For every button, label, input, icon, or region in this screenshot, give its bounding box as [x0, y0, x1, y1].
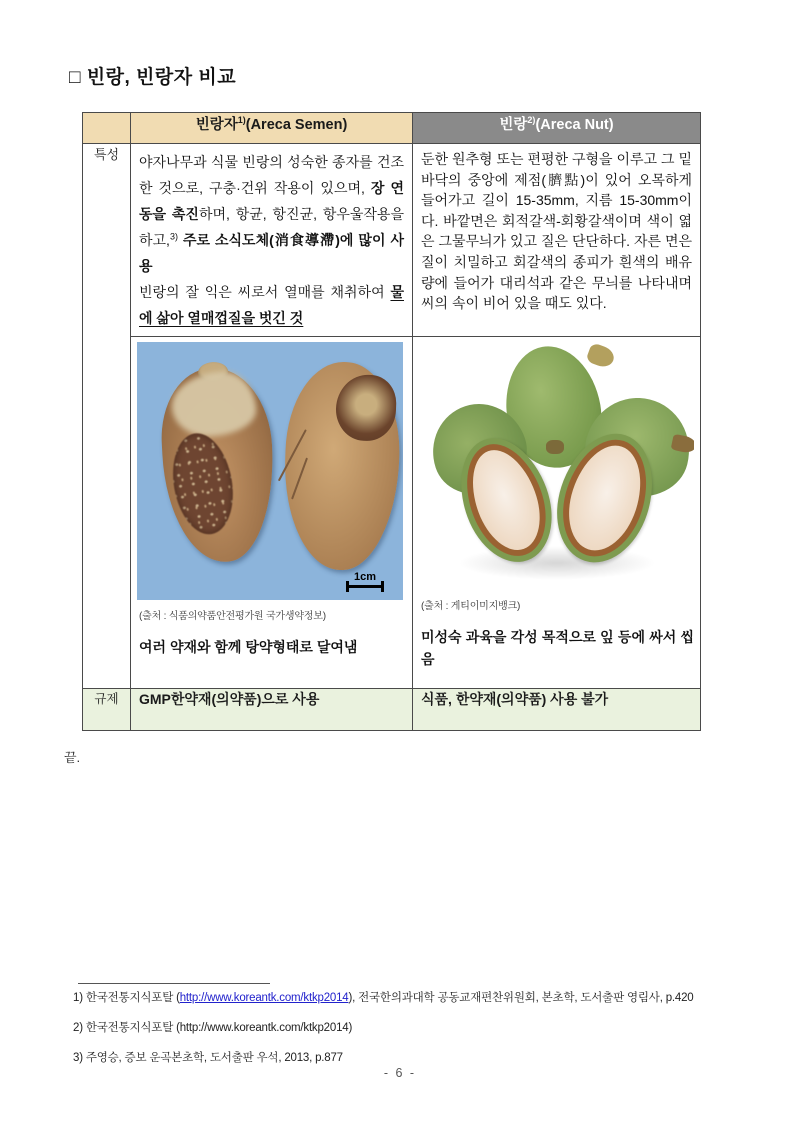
characteristics-media-row	[83, 337, 701, 689]
footnote-ref-1: 1)	[237, 115, 246, 126]
scale-bar	[343, 571, 387, 588]
scale-bar-line	[346, 585, 384, 588]
header-semen-name: 빈랑자	[195, 117, 238, 133]
footnote-separator	[78, 983, 270, 984]
seed-marbled-patch	[166, 429, 241, 540]
scale-bar-label: 1cm	[353, 571, 377, 583]
areca-semen-photo	[137, 342, 403, 600]
semen-desc-seg: 빈랑의 잘 익은 씨로서 열매를 채취하여	[139, 284, 391, 300]
semen-photo-caption: (출처 : 식품의약품안전평가원 국가생약정보)	[139, 611, 326, 622]
nut-description: 둔한 원추형 또는 편평한 구형을 이루고 그 밑바닥의 중앙에 제점(臍點)이 있어 오목하게 들어가고 길이 15-35mm, 지름 15-30mm이다. 바깥면은 회적갈색-회황갈색이며 색이 엷은 그물무늬가 있고 질은 단단하다. 자른 면은 질이 치밀하고 회갈색의 종피가 흰색의 배유량에 들어가 대리석과 같은 무늬를 나타내며 씨의 속이 비어 있을 때도 있다.	[413, 144, 701, 337]
footnote-hyperlink[interactable]: http://www.koreantk.com/ktkp2014	[179, 992, 349, 1004]
header-nut-name: 빈랑	[499, 117, 528, 133]
nut-media-cell	[413, 337, 701, 689]
header-semen-latin: (Areca Semen)	[245, 117, 348, 133]
seed-cream-patch	[170, 370, 257, 438]
footnote-text: 주영승, 증보 운곡본초학, 도서출판 우석, 2013, p.877	[85, 1052, 343, 1064]
nut-stem-stub	[546, 440, 564, 454]
seed-crack	[278, 429, 307, 481]
footnote-number: 1)	[73, 992, 83, 1004]
semen-desc-seg-bold: 장 연동을 촉진	[139, 180, 404, 222]
areca-nut-photo	[420, 344, 694, 590]
footnote-3	[73, 1051, 733, 1066]
photo-shadow	[458, 546, 656, 580]
regulation-row	[83, 689, 701, 731]
footnote-ref-3: 3)	[169, 231, 178, 242]
row-label-regulation: 규제	[83, 689, 131, 731]
footnote-text: 한국전통지식포탈 (	[85, 992, 180, 1004]
semen-desc-seg-bold: 주로	[177, 232, 215, 248]
areca-seed-right	[281, 360, 402, 572]
semen-regulation: GMP한약재(의약품)으로 사용	[131, 689, 413, 731]
footnote-number: 3)	[73, 1052, 83, 1064]
semen-description	[131, 144, 413, 337]
end-mark: 끝.	[64, 750, 81, 765]
footnote-text: 한국전통지식포탈 (http://www.koreantk.com/ktkp2014)	[85, 1022, 353, 1034]
characteristics-text-row	[83, 144, 701, 337]
semen-desc-seg-bold: 소식도체(消食導滯)에 많이 사용	[139, 232, 404, 274]
semen-media-cell	[131, 337, 413, 689]
header-areca-nut	[413, 113, 701, 144]
areca-seed-left	[158, 365, 278, 564]
semen-desc-seg: 야자나무과 식물 빈랑의 성숙한 종자를 건조한 것으로, 구충·건위 작용이 있으며,	[139, 154, 404, 196]
page-title: □ 빈랑, 빈랑자 비교	[69, 67, 237, 88]
semen-desc-seg-bold-underline: 물에 삶아 열매껍질을 벗긴 것	[139, 284, 404, 326]
header-areca-semen	[131, 113, 413, 144]
row-label-characteristics: 특성	[83, 144, 131, 689]
footnote-1	[73, 991, 733, 1006]
header-empty-cell	[83, 113, 131, 144]
semen-description-paragraph-1	[139, 149, 404, 279]
footnote-ref-2: 2)	[527, 115, 536, 126]
semen-usage-summary: 여러 약재와 함께 탕약형태로 달여냄	[139, 639, 358, 655]
footnote-text: ), 전국한의과대학 공동교재편찬위원회, 본초학, 도서출판 영림사, p.420	[348, 992, 694, 1004]
nut-photo-caption: (출처 : 게티이미지뱅크)	[421, 601, 521, 612]
seed-crack	[291, 458, 308, 500]
semen-desc-seg: 하며, 항균, 항진균, 항우울작용을 하고,	[139, 206, 404, 248]
footnote-number: 2)	[73, 1022, 83, 1034]
nut-usage-summary: 미성숙 과육을 각성 목적으로 잎 등에 싸서 씹음	[421, 629, 694, 667]
semen-description-paragraph-2	[139, 279, 404, 331]
seed-dark-spot	[335, 374, 397, 442]
comparison-table	[82, 112, 701, 731]
nut-husk-tip	[585, 344, 616, 370]
header-row	[83, 113, 701, 144]
footnote-2	[73, 1021, 733, 1036]
header-nut-latin: (Areca Nut)	[535, 117, 614, 133]
nut-regulation: 식품, 한약재(의약품) 사용 불가	[413, 689, 701, 731]
page-number: - 6 -	[383, 1066, 417, 1080]
